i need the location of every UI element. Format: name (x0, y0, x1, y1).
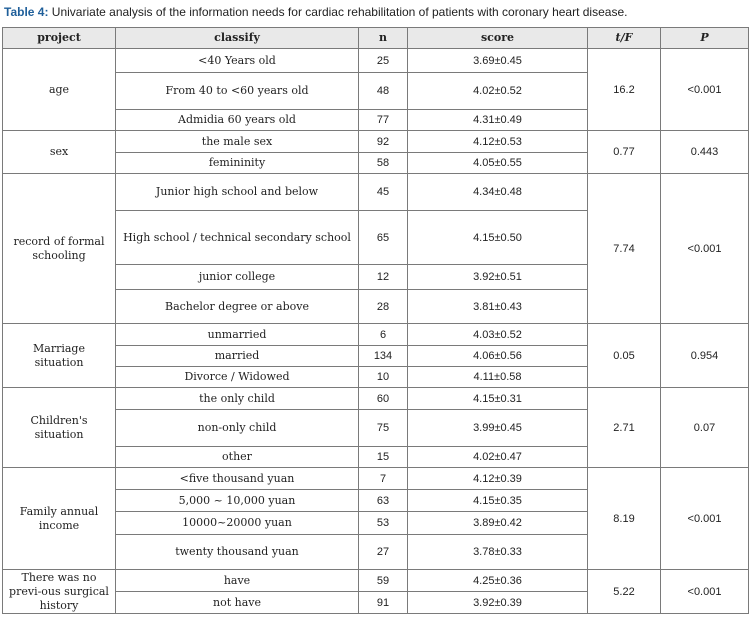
group-tf: 0.77 (588, 131, 661, 174)
cell-n: 27 (359, 535, 408, 570)
header-t-f: t/F (588, 28, 661, 49)
cell-n: 45 (359, 174, 408, 211)
cell-score: 4.03±0.52 (408, 324, 588, 346)
cell-n: 63 (359, 490, 408, 512)
table-caption (4, 2, 748, 22)
cell-classify: 10000~20000 yuan (116, 512, 359, 535)
table-row (3, 468, 749, 490)
cell-n: 10 (359, 367, 408, 388)
group-project: age (3, 49, 116, 131)
cell-classify: twenty thousand yuan (116, 535, 359, 570)
cell-score: 3.81±0.43 (408, 290, 588, 324)
group-project: Marriage situation (3, 324, 116, 388)
cell-classify: 5,000 ~ 10,000 yuan (116, 490, 359, 512)
group-project: Family annual income (3, 468, 116, 570)
group-project: record of formal schooling (3, 174, 116, 324)
cell-score: 4.31±0.49 (408, 110, 588, 131)
cell-score: 3.69±0.45 (408, 49, 588, 73)
group-p: 0.954 (661, 324, 749, 388)
cell-n: 6 (359, 324, 408, 346)
header-p: P (661, 28, 749, 49)
cell-score: 4.02±0.52 (408, 73, 588, 110)
group-tf: 0.05 (588, 324, 661, 388)
cell-score: 3.92±0.51 (408, 265, 588, 290)
header-classify: classify (116, 28, 359, 49)
cell-n: 58 (359, 153, 408, 174)
table-row (3, 174, 749, 211)
header-project: project (3, 28, 116, 49)
cell-classify: unmarried (116, 324, 359, 346)
group-tf: 8.19 (588, 468, 661, 570)
cell-classify: Divorce / Widowed (116, 367, 359, 388)
group-tf: 5.22 (588, 570, 661, 614)
group-p: <0.001 (661, 49, 749, 131)
table-row (3, 570, 749, 592)
cell-score: 3.78±0.33 (408, 535, 588, 570)
table-row (3, 131, 749, 153)
header-score: score (408, 28, 588, 49)
group-p: <0.001 (661, 570, 749, 614)
cell-n: 65 (359, 211, 408, 265)
cell-classify: not have (116, 592, 359, 614)
cell-score: 4.05±0.55 (408, 153, 588, 174)
cell-n: 25 (359, 49, 408, 73)
group-tf: 16.2 (588, 49, 661, 131)
group-p: 0.443 (661, 131, 749, 174)
table-row (3, 49, 749, 73)
cell-n: 91 (359, 592, 408, 614)
cell-score: 4.34±0.48 (408, 174, 588, 211)
cell-classify: junior college (116, 265, 359, 290)
cell-n: 48 (359, 73, 408, 110)
cell-n: 12 (359, 265, 408, 290)
cell-n: 28 (359, 290, 408, 324)
cell-n: 92 (359, 131, 408, 153)
cell-n: 59 (359, 570, 408, 592)
cell-classify: <five thousand yuan (116, 468, 359, 490)
cell-classify: married (116, 346, 359, 367)
cell-score: 4.11±0.58 (408, 367, 588, 388)
group-tf: 2.71 (588, 388, 661, 468)
cell-score: 4.02±0.47 (408, 447, 588, 468)
cell-n: 15 (359, 447, 408, 468)
cell-score: 4.15±0.35 (408, 490, 588, 512)
caption-label: Table 4: (4, 5, 49, 19)
header-n: n (359, 28, 408, 49)
cell-n: 134 (359, 346, 408, 367)
group-project: There was no previ-ous surgical history (3, 570, 116, 614)
group-project: Children's situation (3, 388, 116, 468)
cell-classify: have (116, 570, 359, 592)
cell-n: 75 (359, 410, 408, 447)
group-p: <0.001 (661, 468, 749, 570)
group-tf: 7.74 (588, 174, 661, 324)
cell-classify: Bachelor degree or above (116, 290, 359, 324)
cell-n: 77 (359, 110, 408, 131)
cell-n: 60 (359, 388, 408, 410)
cell-classify: High school / technical secondary school (116, 211, 359, 265)
cell-classify: Junior high school and below (116, 174, 359, 211)
cell-classify: femininity (116, 153, 359, 174)
group-project: sex (3, 131, 116, 174)
group-p: 0.07 (661, 388, 749, 468)
cell-classify: <40 Years old (116, 49, 359, 73)
cell-score: 4.15±0.31 (408, 388, 588, 410)
cell-score: 4.06±0.56 (408, 346, 588, 367)
cell-n: 7 (359, 468, 408, 490)
cell-classify: the male sex (116, 131, 359, 153)
table-row (3, 324, 749, 346)
header-row (3, 28, 749, 49)
cell-classify: the only child (116, 388, 359, 410)
data-table (2, 27, 749, 614)
cell-score: 4.15±0.50 (408, 211, 588, 265)
cell-score: 4.12±0.39 (408, 468, 588, 490)
cell-n: 53 (359, 512, 408, 535)
cell-score: 3.92±0.39 (408, 592, 588, 614)
cell-classify: From 40 to <60 years old (116, 73, 359, 110)
cell-score: 4.25±0.36 (408, 570, 588, 592)
group-p: <0.001 (661, 174, 749, 324)
cell-classify: Admidia 60 years old (116, 110, 359, 131)
caption-text: Univariate analysis of the information needs for cardiac rehabilitation of patients with coronary heart disease. (48, 5, 628, 19)
cell-score: 4.12±0.53 (408, 131, 588, 153)
cell-classify: other (116, 447, 359, 468)
table-body (3, 49, 749, 614)
cell-score: 3.99±0.45 (408, 410, 588, 447)
cell-score: 3.89±0.42 (408, 512, 588, 535)
cell-classify: non-only child (116, 410, 359, 447)
table-row (3, 388, 749, 410)
